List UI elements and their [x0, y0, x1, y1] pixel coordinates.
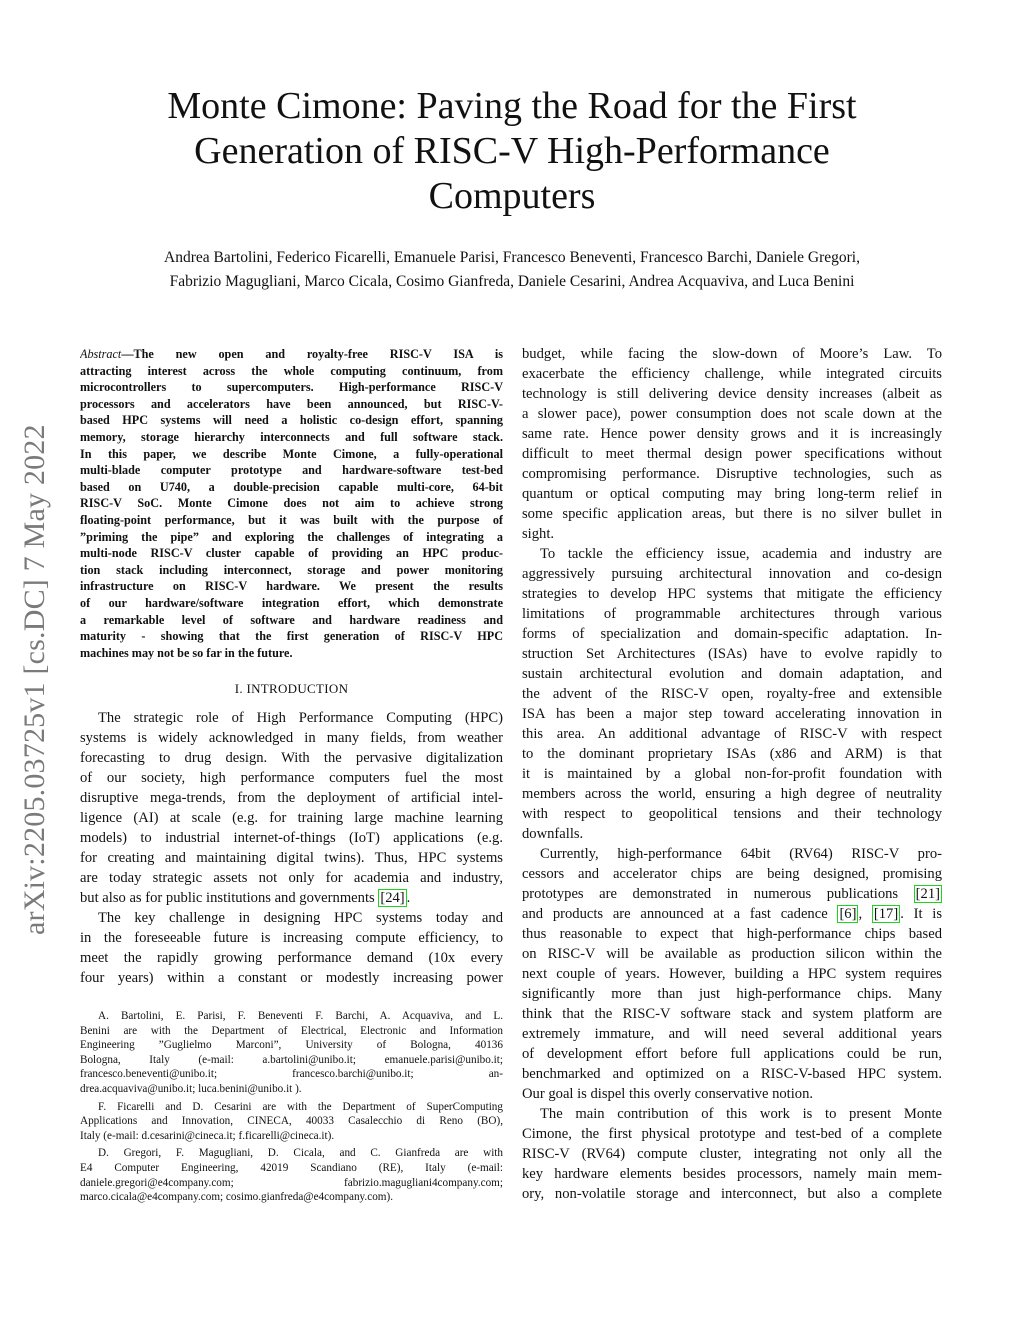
abstract-line: memory, storage hierarchy interconnects and full software stack.	[80, 429, 503, 444]
abstract-line: attracting interest across the whole computing continuum, from	[80, 363, 503, 378]
abstract-line: multi-blade computer prototype and hardware-software test-bed	[80, 463, 503, 478]
body-line: forms of specialization and domain-specific adaptation. In-	[522, 626, 942, 642]
author-line: Andrea Bartolini, Federico Ficarelli, Emanuele Parisi, Francesco Beneventi, Francesco Barchi, Daniele Gregori,	[164, 249, 860, 266]
body-line: cessors and accelerator chips are being designed, promising	[522, 866, 942, 882]
body-line: Our goal is dispel this overly conservative notion.	[522, 1086, 814, 1102]
author-list	[60, 246, 964, 294]
body-line: budget, while facing the slow-down of Moore’s Law. To	[522, 346, 942, 362]
title-line: Computers	[428, 175, 596, 217]
body-text: prototypes are demonstrated in numerous publications	[522, 886, 914, 902]
body-line: Currently, high-performance 64bit (RV64) RISC-V pro-	[540, 846, 942, 862]
body-line: this area. An additional advantage of RISC-V with respect	[522, 726, 942, 742]
intro-line: models) to industrial internet-of-things (IoT) applications (e.g.	[80, 830, 503, 846]
abstract-line: maturity - showing that the first generation of RISC-V HPC	[80, 629, 503, 644]
body-text: and products are announced at a fast cadence	[522, 906, 838, 922]
intro-text: .	[406, 890, 411, 906]
body-text: . It is	[900, 906, 942, 922]
intro-line: ligence (AI) at scale (e.g. for training large machine learning	[80, 810, 503, 826]
footnote-line: A. Bartolini, E. Parisi, F. Beneventi F. Barchi, A. Acquaviva, and L.	[98, 1010, 503, 1022]
abstract-line: multi-node RISC-V cluster capable of providing an HPC produc-	[80, 546, 503, 561]
intro-line: are today strategic assets not only for academia and industry,	[80, 870, 503, 886]
arxiv-identifier-stamp: arXiv:2205.03725v1 [cs.DC] 7 May 2022	[18, 424, 51, 935]
abstract-line: a remarkable level of software and hardware readiness and	[80, 612, 503, 627]
body-line: extremely immature, and will need several additional years	[522, 1026, 942, 1042]
footnote-line: Italy (e-mail: d.cesarini@cineca.it; f.ficarelli@cineca.it).	[80, 1129, 335, 1142]
footnote-line: D. Gregori, F. Magugliani, D. Cicala, and C. Gianfreda are with	[98, 1147, 503, 1160]
intro-line	[80, 888, 503, 908]
body-line	[522, 904, 942, 924]
body-line: of development effort before full applications could be run,	[522, 1046, 942, 1062]
body-line: the advent of the RISC-V open, royalty-free and extensible	[522, 686, 942, 702]
intro-line: forecasting to drug design. With the pervasive digitalization	[80, 750, 503, 766]
body-line: think that the RISC-V software stack and system platform are	[522, 1006, 942, 1022]
body-line: To tackle the efficiency issue, academia and industry are	[540, 546, 942, 562]
abstract-line: floating-point performance, but it was built with the purpose of	[80, 512, 503, 527]
author-line: Fabrizio Magugliani, Marco Cicala, Cosimo Gianfreda, Daniele Cesarini, Andrea Acquaviva, and Luca Benini	[169, 273, 855, 290]
abstract-line: In this paper, we describe Monte Cimone, a fully-operational	[80, 446, 503, 461]
introduction-text	[80, 708, 503, 988]
body-line: strategies to develop HPC systems that mitigate the efficiency	[522, 586, 942, 602]
footnote-line: Bologna, Italy (e-mail: a.bartolini@unibo.it; emanuele.parisi@unibo.it;	[80, 1053, 503, 1066]
paper-title	[80, 84, 944, 219]
intro-line: disruptive mega-trends, from the deployment of artificial intel-	[80, 790, 503, 806]
citation-link-21[interactable]: [21]	[915, 886, 940, 902]
footnote-line: francesco.beneventi@unibo.it; francesco.barchi@unibo.it; an-	[80, 1068, 503, 1081]
footnote-line: Applications and Innovation, CINECA, 40033 Casalecchio di Reno (BO),	[80, 1115, 503, 1128]
abstract-line: RISC-V SoC. Monte Cimone does not aim to achieve strong	[80, 496, 503, 511]
body-line: technology is still delivering device density increases (albeit as	[522, 386, 942, 402]
body-line: exacerbate the efficiency challenge, while integrated circuits	[522, 366, 942, 382]
body-line: next couple of years. However, building a HPC system requires	[522, 966, 942, 982]
body-line: The main contribution of this work is to present Monte	[540, 1106, 942, 1122]
intro-text: but also as for public institutions and governments	[80, 890, 379, 906]
abstract-line: tion stack including interconnect, storage and power monitoring	[80, 562, 503, 577]
footnote-line: Engineering ”Guglielmo Marconi”, University of Bologna, 40136	[80, 1039, 503, 1052]
body-line: to the dominant proprietary ISAs (x86 and ARM) is that	[522, 746, 942, 762]
intro-line: for creating and maintaining digital twins). Thus, HPC systems	[80, 850, 503, 866]
intro-line: meet the rapidly growing performance demand (10x every	[80, 950, 503, 966]
body-line: with respect to geopolitical tensions and their technology	[522, 806, 942, 822]
intro-line: The key challenge in designing HPC systems today and	[98, 910, 503, 926]
footnote-line: daniele.gregori@e4company.com; fabrizio.magugliani4company.com;	[80, 1176, 503, 1189]
abstract-line: ”priming the pipe” and exploring the challenges of integrating a	[80, 529, 503, 544]
body-line: some specific application areas, but there is no silver bullet in	[522, 506, 942, 522]
body-line: a slower pace), power consumption does not scale down at the	[522, 406, 942, 422]
body-line: Cimone, the first physical prototype and test-bed of a complete	[522, 1126, 942, 1142]
body-line: difficult to meet thermal design power specifications without	[522, 446, 942, 462]
abstract	[80, 346, 503, 661]
body-line: ory, non-volatile storage and interconnect, but also a complete	[522, 1186, 942, 1202]
body-line: compromising performance. Disruptive technologies, such as	[522, 466, 942, 482]
body-text: ,	[858, 906, 872, 922]
citation-link-6[interactable]: [6]	[839, 906, 857, 922]
body-line: thus reasonable to expect that high-performance chips based	[522, 926, 942, 942]
body-line: benchmarked and optimized on a RISC-V-based HPC system.	[522, 1066, 942, 1082]
footnote-line: E4 Computer Engineering, 42019 Scandiano (RE), Italy (e-mail:	[80, 1161, 503, 1174]
body-line: downfalls.	[522, 826, 584, 842]
body-line: struction Set Architectures (ISAs) have to evolve rapidly to	[522, 646, 942, 662]
body-line: sight.	[522, 526, 555, 542]
body-line: on RISC-V will be available as production silicon within the	[522, 946, 942, 962]
abstract-line	[80, 346, 503, 363]
intro-line: four years) within a constant or modestly increasing power	[80, 970, 503, 986]
body-line: RISC-V (RV64) compute cluster, integrating not only all the	[522, 1146, 942, 1162]
body-line: sustain architectural evolution and domain adaptation, and	[522, 666, 942, 682]
abstract-line: machines may not be so far in the future.	[80, 645, 293, 660]
abstract-line: of our hardware/software integration effort, which demonstrate	[80, 595, 503, 610]
body-line: ISA has been a major step toward accelerating innovation in	[522, 706, 942, 722]
right-column-text	[522, 344, 942, 1204]
citation-link-24[interactable]: [24]	[380, 890, 405, 906]
body-line: members across the world, ensuring a high degree of neutrality	[522, 786, 942, 802]
body-line: it is maintained by a global non-for-profit foundation with	[522, 766, 942, 782]
footnote-line: marco.cicala@e4company.com; cosimo.gianfreda@e4company.com).	[80, 1191, 394, 1204]
abstract-line: based HPC systems will need a holistic co-design effort, spanning	[80, 413, 503, 428]
abstract-label: Abstract	[80, 347, 122, 361]
body-line: key hardware elements besides processors, namely main mem-	[522, 1166, 942, 1182]
intro-line: systems is widely acknowledged in many fields, from weather	[80, 730, 503, 746]
body-line: limitations of programmable architectures through various	[522, 606, 942, 622]
footnote-line: Benini are with the Department of Electrical, Electronic and Information	[80, 1024, 503, 1037]
intro-line: The strategic role of High Performance Computing (HPC)	[98, 710, 503, 726]
title-line: Generation of RISC-V High-Performance	[194, 130, 830, 172]
abstract-line: processors and accelerators have been announced, but RISC-V-	[80, 396, 503, 411]
abstract-text: —The new open and royalty-free RISC-V ISA is	[121, 347, 503, 361]
abstract-line: based on U740, a double-precision capable multi-core, 64-bit	[80, 479, 503, 494]
body-line: aggressively pursuing architectural innovation and co-design	[522, 566, 942, 582]
abstract-line: microcontrollers to supercomputers. High-performance RISC-V	[80, 380, 503, 395]
footnote-line: F. Ficarelli and D. Cesarini are with the Department of SuperComputing	[98, 1100, 503, 1113]
affiliation-footnotes	[80, 1009, 503, 1205]
abstract-line: infrastructure on RISC-V hardware. We present the results	[80, 579, 503, 594]
section-heading-introduction: I. INTRODUCTION	[234, 681, 349, 696]
intro-line: of our society, high performance computers fuel the most	[80, 770, 503, 786]
title-line: Monte Cimone: Paving the Road for the First	[167, 85, 857, 127]
body-line: significantly more than just high-performance chips. Many	[522, 986, 942, 1002]
body-line: same rate. Hence power density grows and it is increasingly	[522, 426, 942, 442]
footnote-line: drea.acquaviva@unibo.it; luca.benini@unibo.it ).	[80, 1082, 302, 1095]
intro-line: in the foreseeable future is increasing compute efficiency, to	[80, 930, 503, 946]
citation-link-17[interactable]: [17]	[873, 906, 899, 922]
body-line: quantum or optical computing may bring long-term relief in	[522, 486, 942, 502]
body-line	[522, 884, 942, 904]
